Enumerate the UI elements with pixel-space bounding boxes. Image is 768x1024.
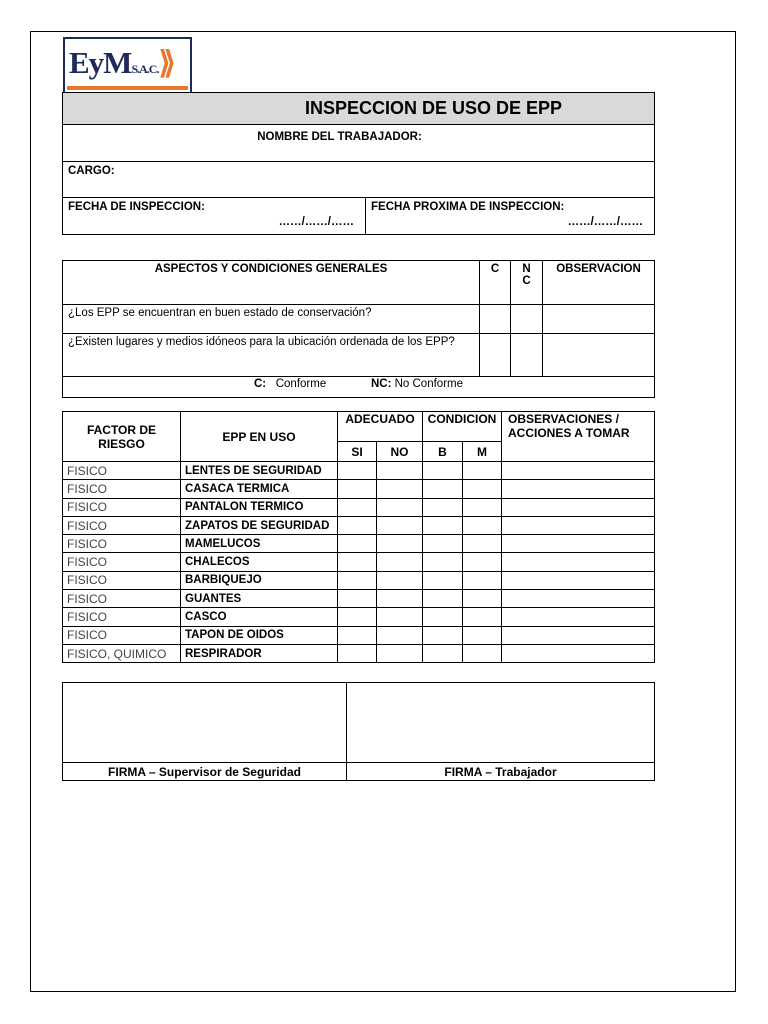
worker-signature-box[interactable] bbox=[347, 683, 655, 763]
table-row bbox=[63, 644, 655, 662]
logo-text: EyMS.A.C.⟫ bbox=[69, 45, 175, 80]
aspects-legend: C: Conforme NC: No Conforme bbox=[63, 377, 655, 398]
supervisor-signature-box[interactable] bbox=[63, 683, 347, 763]
risk-factor-cell: FISICO, QUIMICO bbox=[63, 644, 181, 662]
no-cell[interactable] bbox=[377, 498, 423, 516]
si-cell[interactable] bbox=[338, 626, 377, 644]
col-adecuado-header: ADECUADO bbox=[338, 412, 423, 442]
inspection-date-label: FECHA DE INSPECCION: bbox=[68, 201, 205, 213]
company-logo bbox=[63, 37, 192, 92]
si-cell[interactable] bbox=[338, 553, 377, 571]
observation-cell[interactable] bbox=[502, 462, 655, 480]
sub-no-header: NO bbox=[377, 442, 423, 462]
b-cell[interactable] bbox=[423, 626, 463, 644]
epp-item-cell: CASACA TERMICA bbox=[181, 480, 338, 498]
supervisor-signature-label: FIRMA – Supervisor de Seguridad bbox=[63, 763, 347, 781]
risk-factor-cell: FISICO bbox=[63, 480, 181, 498]
observation-cell[interactable] bbox=[502, 516, 655, 534]
risk-factor-cell: FISICO bbox=[63, 462, 181, 480]
col-epp-header: EPP EN USO bbox=[181, 412, 338, 462]
col-observaciones-header: OBSERVACIONES / ACCIONES A TOMAR bbox=[502, 412, 655, 462]
epp-item-cell: CASCO bbox=[181, 608, 338, 626]
cargo-label: CARGO: bbox=[68, 165, 115, 177]
table-row bbox=[63, 535, 655, 553]
sub-m-header: M bbox=[463, 442, 502, 462]
aspect-c-cell[interactable] bbox=[480, 305, 511, 334]
m-cell[interactable] bbox=[463, 516, 502, 534]
b-cell[interactable] bbox=[423, 571, 463, 589]
epp-item-cell: PANTALON TERMICO bbox=[181, 498, 338, 516]
si-cell[interactable] bbox=[338, 498, 377, 516]
m-cell[interactable] bbox=[463, 644, 502, 662]
epp-item-cell: TAPON DE OIDOS bbox=[181, 626, 338, 644]
observation-cell[interactable] bbox=[502, 626, 655, 644]
form-title: INSPECCION DE USO DE EPP bbox=[63, 93, 655, 125]
aspects-table bbox=[62, 260, 655, 398]
col-factor-header: FACTOR DE RIESGO bbox=[63, 412, 181, 462]
no-cell[interactable] bbox=[377, 644, 423, 662]
m-cell[interactable] bbox=[463, 480, 502, 498]
aspect-obs-cell[interactable] bbox=[543, 305, 655, 334]
col-c-header: C bbox=[480, 261, 511, 305]
m-cell[interactable] bbox=[463, 462, 502, 480]
table-row bbox=[63, 516, 655, 534]
risk-factor-cell: FISICO bbox=[63, 516, 181, 534]
aspects-header: ASPECTOS Y CONDICIONES GENERALES bbox=[63, 261, 480, 305]
sub-b-header: B bbox=[423, 442, 463, 462]
worker-signature-label: FIRMA – Trabajador bbox=[347, 763, 655, 781]
col-nc-header: N C bbox=[511, 261, 543, 305]
risk-factor-cell: FISICO bbox=[63, 535, 181, 553]
aspect-nc-cell[interactable] bbox=[511, 305, 543, 334]
no-cell[interactable] bbox=[377, 590, 423, 608]
si-cell[interactable] bbox=[338, 644, 377, 662]
aspect-c-cell[interactable] bbox=[480, 334, 511, 377]
epp-item-cell: CHALECOS bbox=[181, 553, 338, 571]
header-table bbox=[62, 92, 655, 235]
si-cell[interactable] bbox=[338, 516, 377, 534]
cargo-field[interactable] bbox=[63, 162, 655, 198]
worker-name-field[interactable] bbox=[63, 125, 655, 162]
no-cell[interactable] bbox=[377, 535, 423, 553]
si-cell[interactable] bbox=[338, 571, 377, 589]
epp-item-cell: GUANTES bbox=[181, 590, 338, 608]
aspect-question: ¿Los EPP se encuentran en buen estado de conservación? bbox=[63, 305, 480, 334]
inspection-date-field[interactable] bbox=[63, 198, 366, 235]
risk-factor-cell: FISICO bbox=[63, 590, 181, 608]
m-cell[interactable] bbox=[463, 571, 502, 589]
no-cell[interactable] bbox=[377, 480, 423, 498]
si-cell[interactable] bbox=[338, 608, 377, 626]
next-date-value: ……/……/…… bbox=[567, 216, 643, 228]
observation-cell[interactable] bbox=[502, 553, 655, 571]
b-cell[interactable] bbox=[423, 608, 463, 626]
epp-table bbox=[62, 411, 655, 663]
inspection-date-value: ……/……/…… bbox=[278, 216, 354, 228]
observation-cell[interactable] bbox=[502, 590, 655, 608]
sub-si-header: SI bbox=[338, 442, 377, 462]
no-cell[interactable] bbox=[377, 626, 423, 644]
table-row bbox=[63, 480, 655, 498]
b-cell[interactable] bbox=[423, 535, 463, 553]
risk-factor-cell: FISICO bbox=[63, 626, 181, 644]
risk-factor-cell: FISICO bbox=[63, 571, 181, 589]
observation-cell[interactable] bbox=[502, 498, 655, 516]
m-cell[interactable] bbox=[463, 626, 502, 644]
table-row bbox=[63, 553, 655, 571]
next-inspection-date-field[interactable] bbox=[366, 198, 655, 235]
aspect-nc-cell[interactable] bbox=[511, 334, 543, 377]
m-cell[interactable] bbox=[463, 590, 502, 608]
aspect-question: ¿Existen lugares y medios idóneos para la ubicación ordenada de los EPP? bbox=[63, 334, 480, 377]
m-cell[interactable] bbox=[463, 608, 502, 626]
b-cell[interactable] bbox=[423, 590, 463, 608]
observation-cell[interactable] bbox=[502, 535, 655, 553]
epp-item-cell: ZAPATOS DE SEGURIDAD bbox=[181, 516, 338, 534]
no-cell[interactable] bbox=[377, 553, 423, 571]
next-date-label: FECHA PROXIMA DE INSPECCION: bbox=[371, 201, 565, 213]
epp-item-cell: RESPIRADOR bbox=[181, 644, 338, 662]
epp-item-cell: BARBIQUEJO bbox=[181, 571, 338, 589]
b-cell[interactable] bbox=[423, 498, 463, 516]
m-cell[interactable] bbox=[463, 553, 502, 571]
si-cell[interactable] bbox=[338, 462, 377, 480]
no-cell[interactable] bbox=[377, 571, 423, 589]
table-row bbox=[63, 462, 655, 480]
b-cell[interactable] bbox=[423, 462, 463, 480]
b-cell[interactable] bbox=[423, 553, 463, 571]
table-row bbox=[63, 626, 655, 644]
observation-cell[interactable] bbox=[502, 644, 655, 662]
table-row bbox=[63, 571, 655, 589]
m-cell[interactable] bbox=[463, 535, 502, 553]
epp-item-cell: MAMELUCOS bbox=[181, 535, 338, 553]
observation-cell[interactable] bbox=[502, 480, 655, 498]
risk-factor-cell: FISICO bbox=[63, 498, 181, 516]
signature-table bbox=[62, 682, 655, 781]
aspect-obs-cell[interactable] bbox=[543, 334, 655, 377]
observation-cell[interactable] bbox=[502, 571, 655, 589]
si-cell[interactable] bbox=[338, 480, 377, 498]
b-cell[interactable] bbox=[423, 644, 463, 662]
table-row bbox=[63, 608, 655, 626]
m-cell[interactable] bbox=[463, 498, 502, 516]
observation-cell[interactable] bbox=[502, 608, 655, 626]
logo-underline bbox=[67, 86, 188, 90]
si-cell[interactable] bbox=[338, 535, 377, 553]
b-cell[interactable] bbox=[423, 516, 463, 534]
col-condicion-header: CONDICION bbox=[423, 412, 502, 442]
table-row bbox=[63, 590, 655, 608]
no-cell[interactable] bbox=[377, 516, 423, 534]
no-cell[interactable] bbox=[377, 462, 423, 480]
table-row bbox=[63, 498, 655, 516]
no-cell[interactable] bbox=[377, 608, 423, 626]
col-observacion-header: OBSERVACION bbox=[543, 261, 655, 305]
b-cell[interactable] bbox=[423, 480, 463, 498]
risk-factor-cell: FISICO bbox=[63, 608, 181, 626]
risk-factor-cell: FISICO bbox=[63, 553, 181, 571]
worker-name-label: NOMBRE DEL TRABAJADOR: bbox=[257, 131, 422, 143]
epp-item-cell: LENTES DE SEGURIDAD bbox=[181, 462, 338, 480]
si-cell[interactable] bbox=[338, 590, 377, 608]
